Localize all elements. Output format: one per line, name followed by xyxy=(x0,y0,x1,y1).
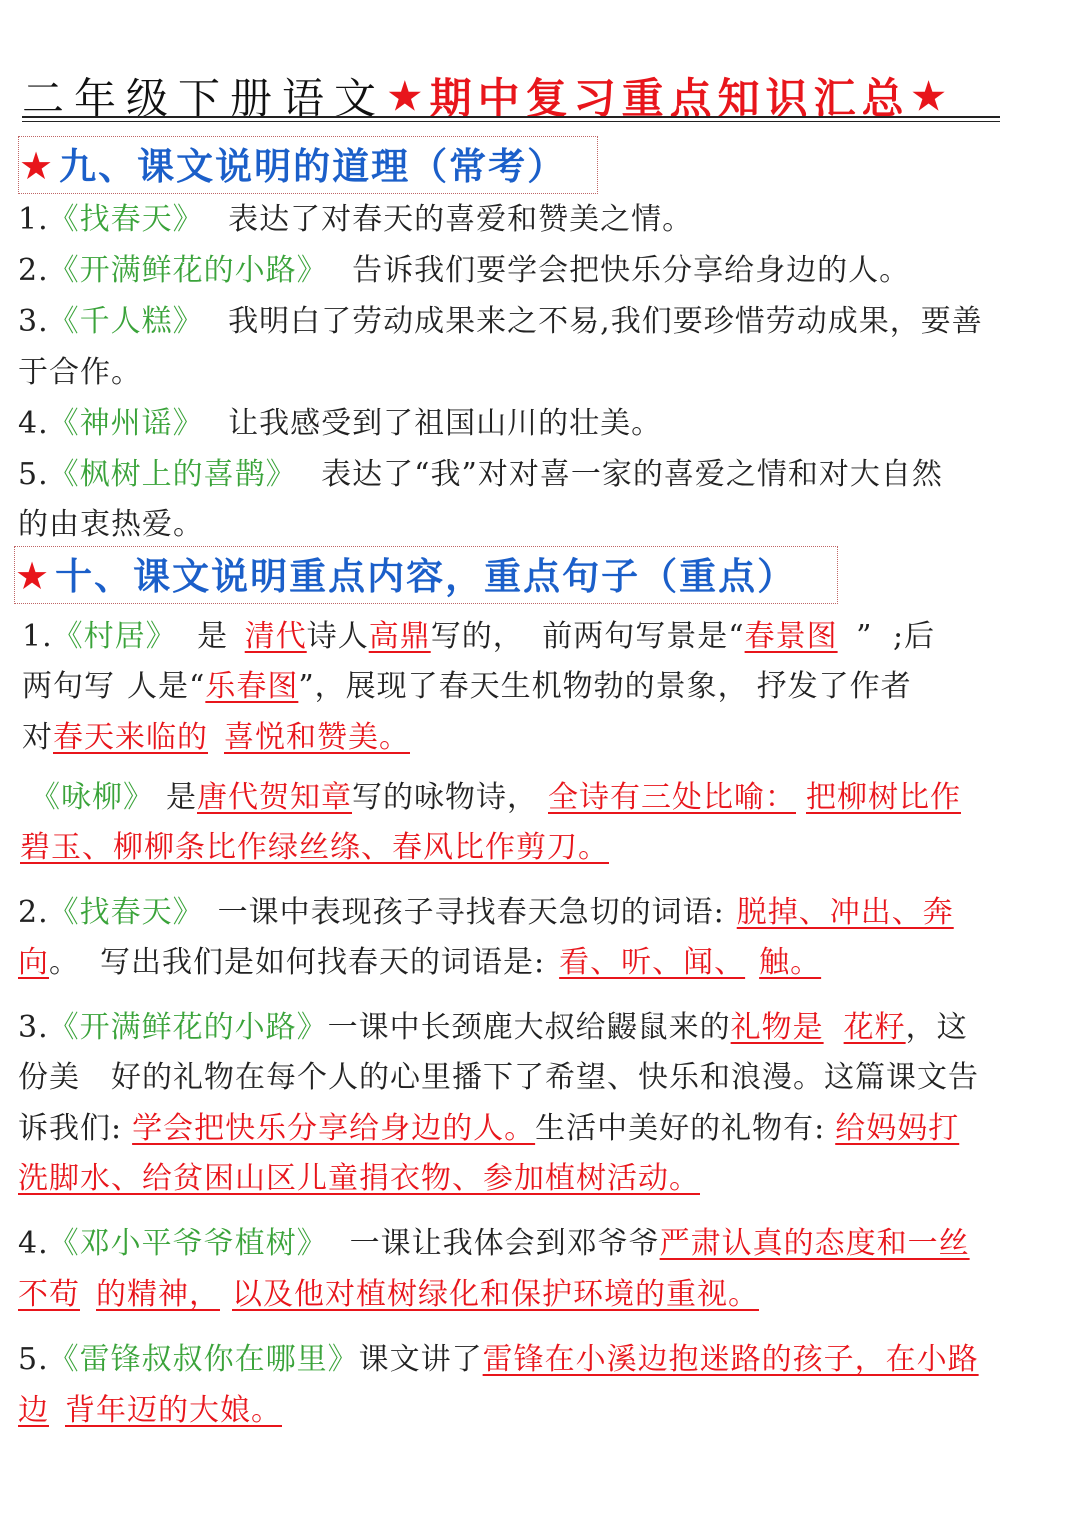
text: 一课让我体会到邓爷爷 xyxy=(349,1226,660,1261)
item-number: 3. xyxy=(18,304,49,339)
item-text: 的由衷热爱。 xyxy=(18,507,204,542)
answer-blank: 春景图 xyxy=(744,619,838,654)
text: 写的咏物诗， xyxy=(352,780,538,815)
text: 。 xyxy=(49,945,80,980)
section-9-title: 九、课文说明的道理（常考） xyxy=(59,144,567,188)
paragraph-1b-line-2 xyxy=(20,830,609,866)
answer-blank: 的精神， xyxy=(96,1277,220,1312)
item-text: 表达了对春天的喜爱和赞美之情。 xyxy=(228,202,694,237)
paragraph-3-line-4 xyxy=(18,1161,700,1197)
answer-blank: 洗脚水、给贫困山区儿童捐衣物、参加植树活动。 xyxy=(18,1161,700,1196)
text: ” xyxy=(856,619,873,654)
list-item xyxy=(18,202,693,238)
paragraph-1-line-3 xyxy=(22,720,410,756)
section-10-title: 十、课文说明重点内容，重点句子（重点） xyxy=(55,554,797,598)
answer-blank: 边 xyxy=(18,1393,49,1428)
item-number: 2. xyxy=(18,895,49,930)
text: 两句写 xyxy=(22,669,115,704)
title-underline-thin xyxy=(22,121,1000,122)
item-number: 2. xyxy=(18,253,49,288)
page-title xyxy=(22,66,1000,123)
list-item xyxy=(18,457,943,493)
answer-blank: 高鼎 xyxy=(368,619,431,654)
answer-blank: 看、听、闻、 xyxy=(559,945,746,980)
book-title: 《咏柳》 xyxy=(30,780,154,815)
star-icon: ★ xyxy=(15,554,50,598)
text: 生活中美好的礼物有: xyxy=(535,1111,826,1146)
title-red-part: 期中复习重点知识汇总 xyxy=(429,74,910,123)
answer-blank: 背年迈的大娘。 xyxy=(65,1393,282,1428)
answer-blank: 雷锋在小溪边抱迷路的孩子，在小路 xyxy=(482,1342,979,1377)
text: 写的， xyxy=(430,619,524,654)
book-title: 《雷锋叔叔你在哪里》 xyxy=(48,1342,359,1377)
item-text: 让我感受到了祖国山川的壮美。 xyxy=(228,406,663,441)
paragraph-1b-line-1 xyxy=(30,780,961,816)
item-text: 表达了“我”对对喜一家的喜爱之情和对大自然 xyxy=(321,457,943,492)
book-title: 《神州谣》 xyxy=(48,406,204,441)
answer-blank: 给妈妈打 xyxy=(835,1111,960,1146)
paragraph-4-line-1 xyxy=(18,1226,970,1262)
list-item-continued xyxy=(18,507,204,543)
answer-blank: 以及他对植树绿化和保护环境的重视。 xyxy=(232,1277,759,1312)
answer-blank: 严肃认真的态度和一丝 xyxy=(659,1226,970,1261)
text: ;后 xyxy=(893,619,936,654)
title-underline xyxy=(22,116,1000,118)
answer-blank: 触。 xyxy=(759,945,822,980)
title-star-left: ★ xyxy=(386,71,430,121)
text: 一课中长颈鹿大叔给鼹鼠来的 xyxy=(327,1010,731,1045)
list-item xyxy=(18,253,910,289)
text: ，这 xyxy=(905,1010,968,1045)
text: ”，展现了春天生机物勃的景象， xyxy=(298,669,749,704)
book-title: 《开满鲜花的小路》 xyxy=(48,253,328,288)
paragraph-1-line-1 xyxy=(22,619,935,655)
list-item xyxy=(18,406,662,442)
text: 抒发了作者 xyxy=(756,669,912,704)
list-item xyxy=(18,304,983,340)
paragraph-2-line-1 xyxy=(18,895,954,931)
book-title: 《找春天》 xyxy=(48,202,204,237)
item-text: 于合作。 xyxy=(18,355,142,390)
item-number: 5. xyxy=(18,1342,49,1377)
text: 人是“ xyxy=(127,669,206,704)
text: 是 xyxy=(166,780,197,815)
answer-blank: 喜悦和赞美。 xyxy=(224,720,410,755)
paragraph-3-line-1 xyxy=(18,1010,968,1046)
answer-blank: 向 xyxy=(18,945,49,980)
answer-blank: 乐春图 xyxy=(205,669,299,704)
text: 份美 好的礼物在每个人的心里播下了希望、快乐和浪漫。这篇课文告 xyxy=(18,1060,979,1095)
item-number: 4. xyxy=(18,406,49,441)
title-star-right: ★ xyxy=(909,71,954,121)
text: 写出我们是如何找春天的词语是: xyxy=(100,945,546,980)
paragraph-3-line-2 xyxy=(18,1060,979,1096)
text: 课文讲了 xyxy=(358,1342,483,1377)
answer-blank: 清代 xyxy=(244,619,307,654)
paragraph-4-line-2 xyxy=(18,1277,759,1313)
section-9-heading xyxy=(18,136,598,194)
item-text: 告诉我们要学会把快乐分享给身边的人。 xyxy=(352,253,911,288)
item-number: 4. xyxy=(18,1226,49,1261)
item-text: 我明白了劳动成果来之不易,我们要珍惜劳动成果，要善 xyxy=(228,304,983,339)
book-title: 《找春天》 xyxy=(48,895,204,930)
book-title: 《枫树上的喜鹊》 xyxy=(48,457,297,492)
text: 一课中表现孩子寻找春天急切的词语: xyxy=(217,895,725,930)
item-number: 5. xyxy=(18,457,49,492)
answer-blank: 春天来临的 xyxy=(53,720,208,755)
text: 诉我们: xyxy=(18,1111,123,1146)
answer-blank: 把柳树比作 xyxy=(806,780,961,815)
paragraph-5-line-2 xyxy=(18,1393,282,1429)
answer-blank: 花籽 xyxy=(843,1010,906,1045)
item-number: 1. xyxy=(18,202,49,237)
text: 前两句写景是“ xyxy=(542,619,745,654)
book-title: 《开满鲜花的小路》 xyxy=(48,1010,328,1045)
text: 是 xyxy=(197,619,229,654)
book-title: 《邓小平爷爷植树》 xyxy=(48,1226,328,1261)
item-number: 3. xyxy=(18,1010,49,1045)
book-title: 《村居》 xyxy=(52,619,177,654)
answer-blank: 脱掉、冲出、奔 xyxy=(736,895,954,930)
title-black-part: 二年级下册语文 xyxy=(22,74,387,123)
text: 诗人 xyxy=(306,619,369,654)
book-title: 《千人糕》 xyxy=(48,304,204,339)
answer-blank: 不苟 xyxy=(18,1277,80,1312)
text: 对 xyxy=(22,720,53,755)
paragraph-3-line-3 xyxy=(18,1111,959,1147)
paragraph-2-line-2 xyxy=(18,945,821,981)
answer-blank: 唐代贺知章 xyxy=(197,780,352,815)
section-10-heading xyxy=(14,546,838,604)
paragraph-5-line-1 xyxy=(18,1342,979,1378)
star-icon: ★ xyxy=(19,144,54,188)
list-item-continued xyxy=(18,355,142,391)
answer-blank: 碧玉、柳柳条比作绿丝绦、春风比作剪刀。 xyxy=(20,830,609,865)
item-number: 1. xyxy=(22,619,53,654)
answer-blank: 礼物是 xyxy=(730,1010,824,1045)
paragraph-1-line-2 xyxy=(22,669,912,705)
answer-blank: 全诗有三处比喻： xyxy=(548,780,796,815)
answer-blank: 学会把快乐分享给身边的人。 xyxy=(132,1111,536,1146)
